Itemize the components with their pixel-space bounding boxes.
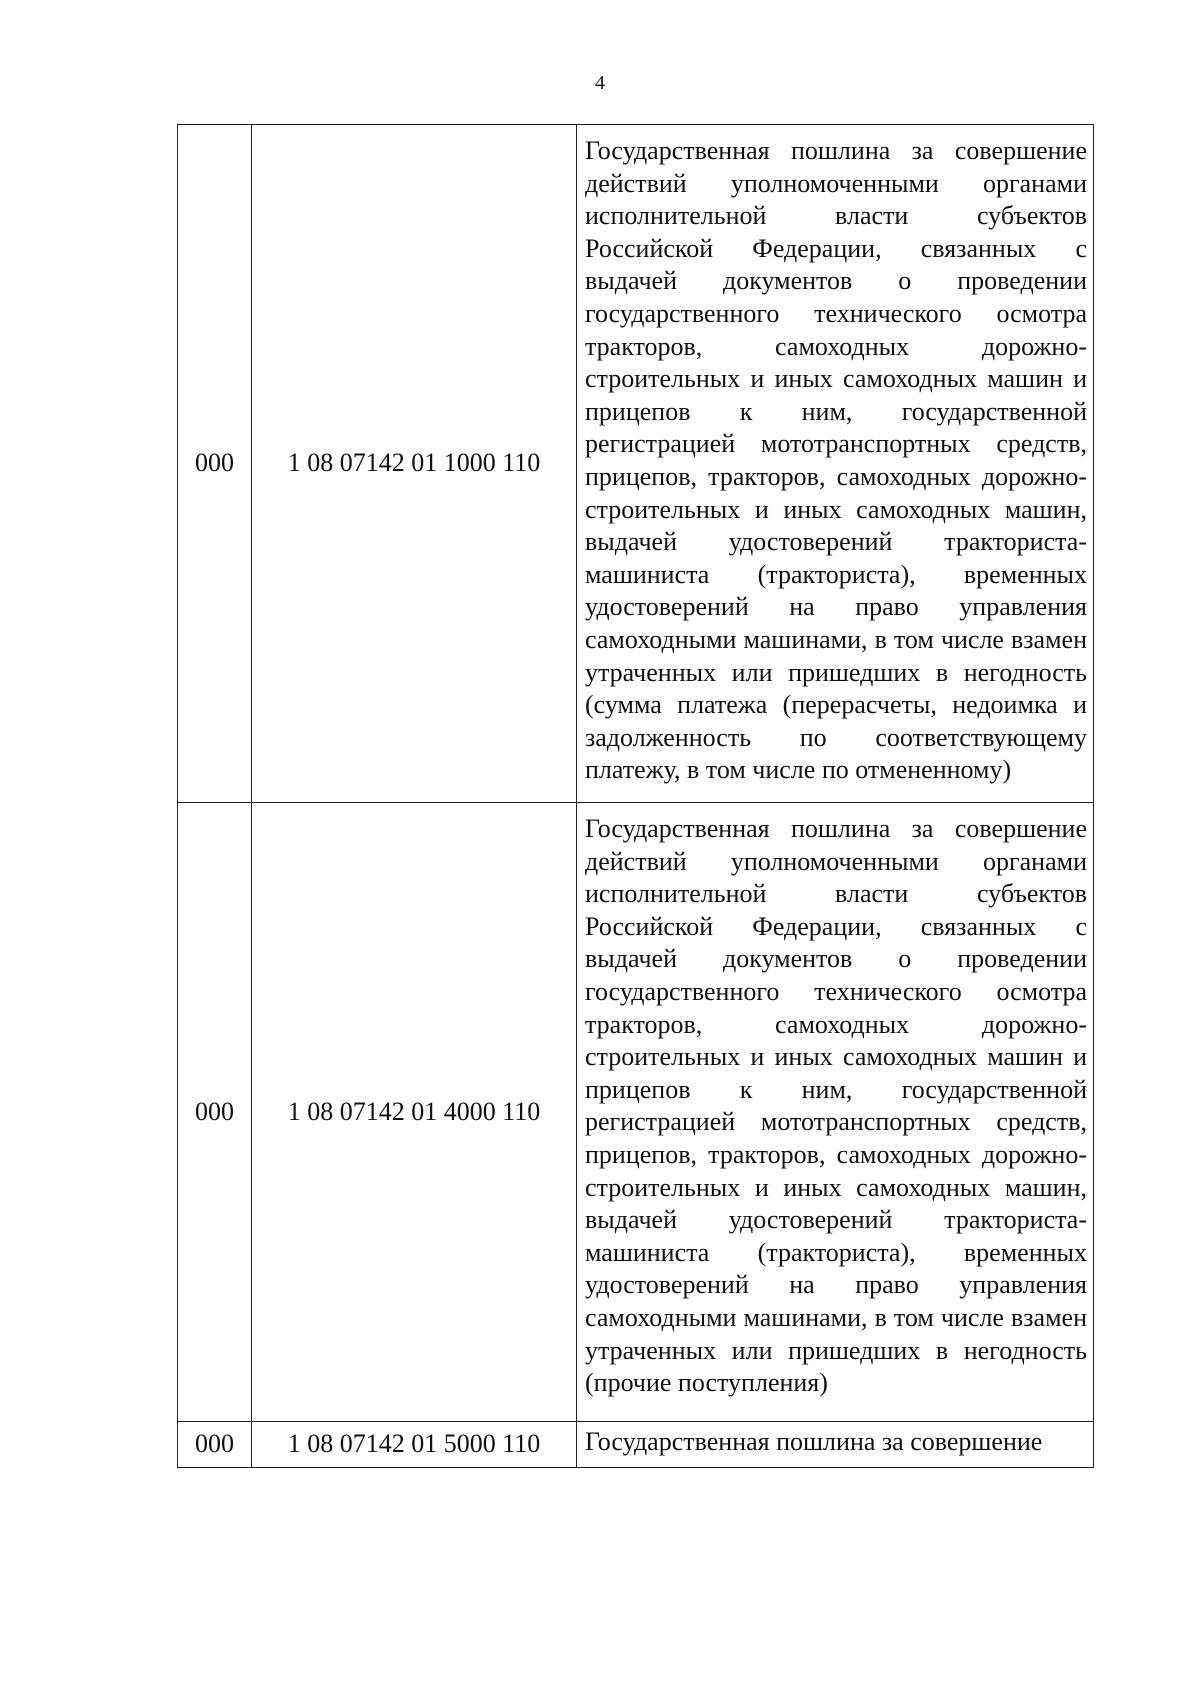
admin-code-cell: 000 [178, 125, 252, 803]
budget-codes-table [177, 124, 1094, 1468]
kbk-code-cell: 1 08 07142 01 4000 110 [252, 803, 577, 1422]
description-text: Государственная пошлина за совершение действий уполномоченными органами исполнительной власти субъектов Российской Федерации, связанных с выдачей документов о проведении государственного технического осмотра тракторов, самоходных дорожно-строительных и иных самоходных машин и прицепов к ним, государственной регистрацией мототранспортных средств, прицепов, тракторов, самоходных дорожно-строительных и иных самоходных машин, выдачей удостоверений тракториста-машиниста (тракториста), временных удостоверений на право управления самоходными машинами, в том числе взамен утраченных или пришедших в негодность (сумма платежа (перерасчеты, недоимка и задолженность по соответствующему платежу, в том числе по отмененному) [585, 136, 1087, 785]
admin-code-cell: 000 [178, 1422, 252, 1468]
description-text: Государственная пошлина за совершение действий уполномоченными органами исполнительной власти субъектов Российской Федерации, связанных с выдачей документов о проведении государственного технического осмотра тракторов, самоходных дорожно-строительных и иных самоходных машин и прицепов к ним, государственной регистрацией мототранспортных средств, прицепов, тракторов, самоходных дорожно-строительных и иных самоходных машин, выдачей удостоверений тракториста-машиниста (тракториста), временных удостоверений на право управления самоходными машинами, в том числе взамен утраченных или пришедших в негодность (прочие поступления) [585, 814, 1087, 1398]
description-cell [577, 1422, 1094, 1468]
description-cell [577, 125, 1094, 803]
table-row [178, 125, 1094, 803]
table-row [178, 1422, 1094, 1468]
kbk-code-cell: 1 08 07142 01 5000 110 [252, 1422, 577, 1468]
table-row [178, 803, 1094, 1422]
page-number: 4 [595, 72, 605, 94]
description-text: Государственная пошлина за совершение [585, 1427, 1043, 1456]
description-cell [577, 803, 1094, 1422]
admin-code-cell: 000 [178, 803, 252, 1422]
kbk-code-cell: 1 08 07142 01 1000 110 [252, 125, 577, 803]
